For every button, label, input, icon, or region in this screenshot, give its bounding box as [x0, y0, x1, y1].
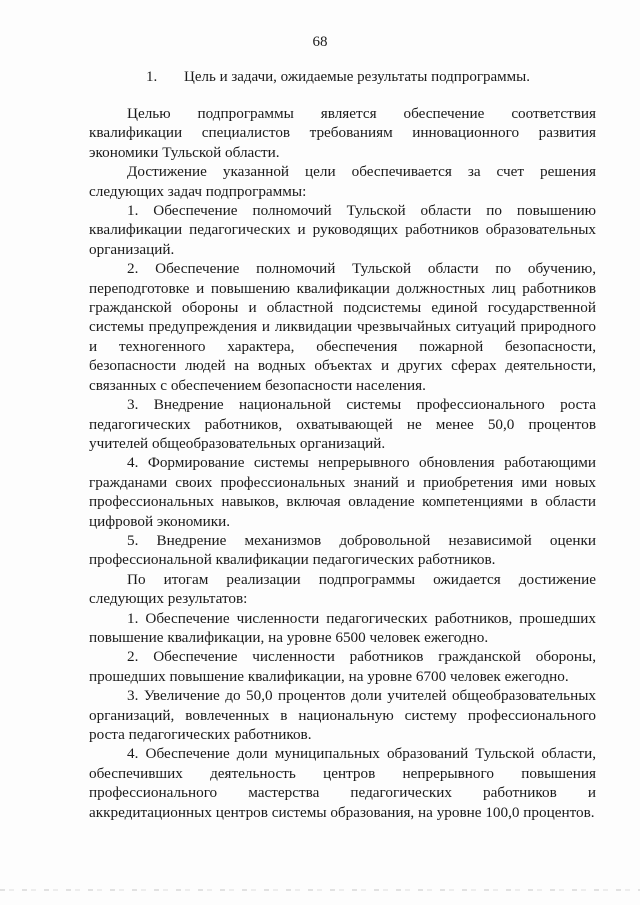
section-body [89, 104, 596, 822]
task-item-1: 1. Обеспечение полномочий Тульской области по повышению квалификации педагогических и руководящих работников образовательных организаций. [89, 202, 596, 258]
result-item-3: 3. Увеличение до 50,0 процентов доли учителей общеобразовательных организаций, вовлеченных в национальную систему профессионального роста педагогических работников. [89, 687, 596, 743]
paragraph-results-intro: По итогам реализации подпрограммы ожидается достижение следующих результатов: [89, 570, 596, 608]
section-title: Цель и задачи, ожидаемые результаты подпрограммы. [184, 69, 530, 85]
task-item-4: 4. Формирование системы непрерывного обновления работающими гражданами своих профессиональных знаний и приобретения ими новых профессиональных навыков, включая овладение компетенциями в области цифровой экономики. [89, 454, 596, 530]
section-number: 1. [146, 69, 158, 85]
paragraph-tasks-intro: Достижение указанной цели обеспечивается за счет решения следующих задач подпрограммы: [89, 163, 596, 200]
result-item-4: 4. Обеспечение доли муниципальных образований Тульской области, обеспечивших деятельность центров непрерывного повышения профессионального мастерства педагогических работников и аккредитационных центров системы образования, на уровне 100,0 процентов. [89, 745, 596, 821]
section-heading [146, 69, 606, 86]
page-number: 68 [312, 34, 328, 50]
paragraph-goal: Целью подпрограммы является обеспечение соответствия квалификации специалистов требованиям инновационного развития экономики Тульской области. [89, 105, 596, 161]
task-item-5: 5. Внедрение механизмов добровольной независимой оценки профессиональной квалификации педагогических работников. [89, 531, 596, 569]
task-item-3: 3. Внедрение национальной системы профессионального роста педагогических работников, охватывающей не менее 50,0 процентов учителей общеобразовательных организаций. [89, 396, 596, 452]
task-item-2: 2. Обеспечение полномочий Тульской области по обучению, переподготовке и повышению квалификации должностных лиц работников гражданской обороны и областной подсистемы единой государственной системы предупреждения и ликвидации чрезвычайных ситуаций природного и техногенного характера, обеспечения пожарной безопасности, безопасности людей на водных объектах и других сферах деятельности, связанных с обеспечением безопасности населения. [89, 260, 596, 394]
result-item-1: 1. Обеспечение численности педагогических работников, прошедших повышение квалификации, на уровне 6500 человек ежегодно. [89, 609, 596, 646]
result-item-2: 2. Обеспечение численности работников гражданской обороны, прошедших повышение квалификации, на уровне 6700 человек ежегодно. [89, 648, 596, 685]
scan-artifact-line [0, 889, 640, 891]
